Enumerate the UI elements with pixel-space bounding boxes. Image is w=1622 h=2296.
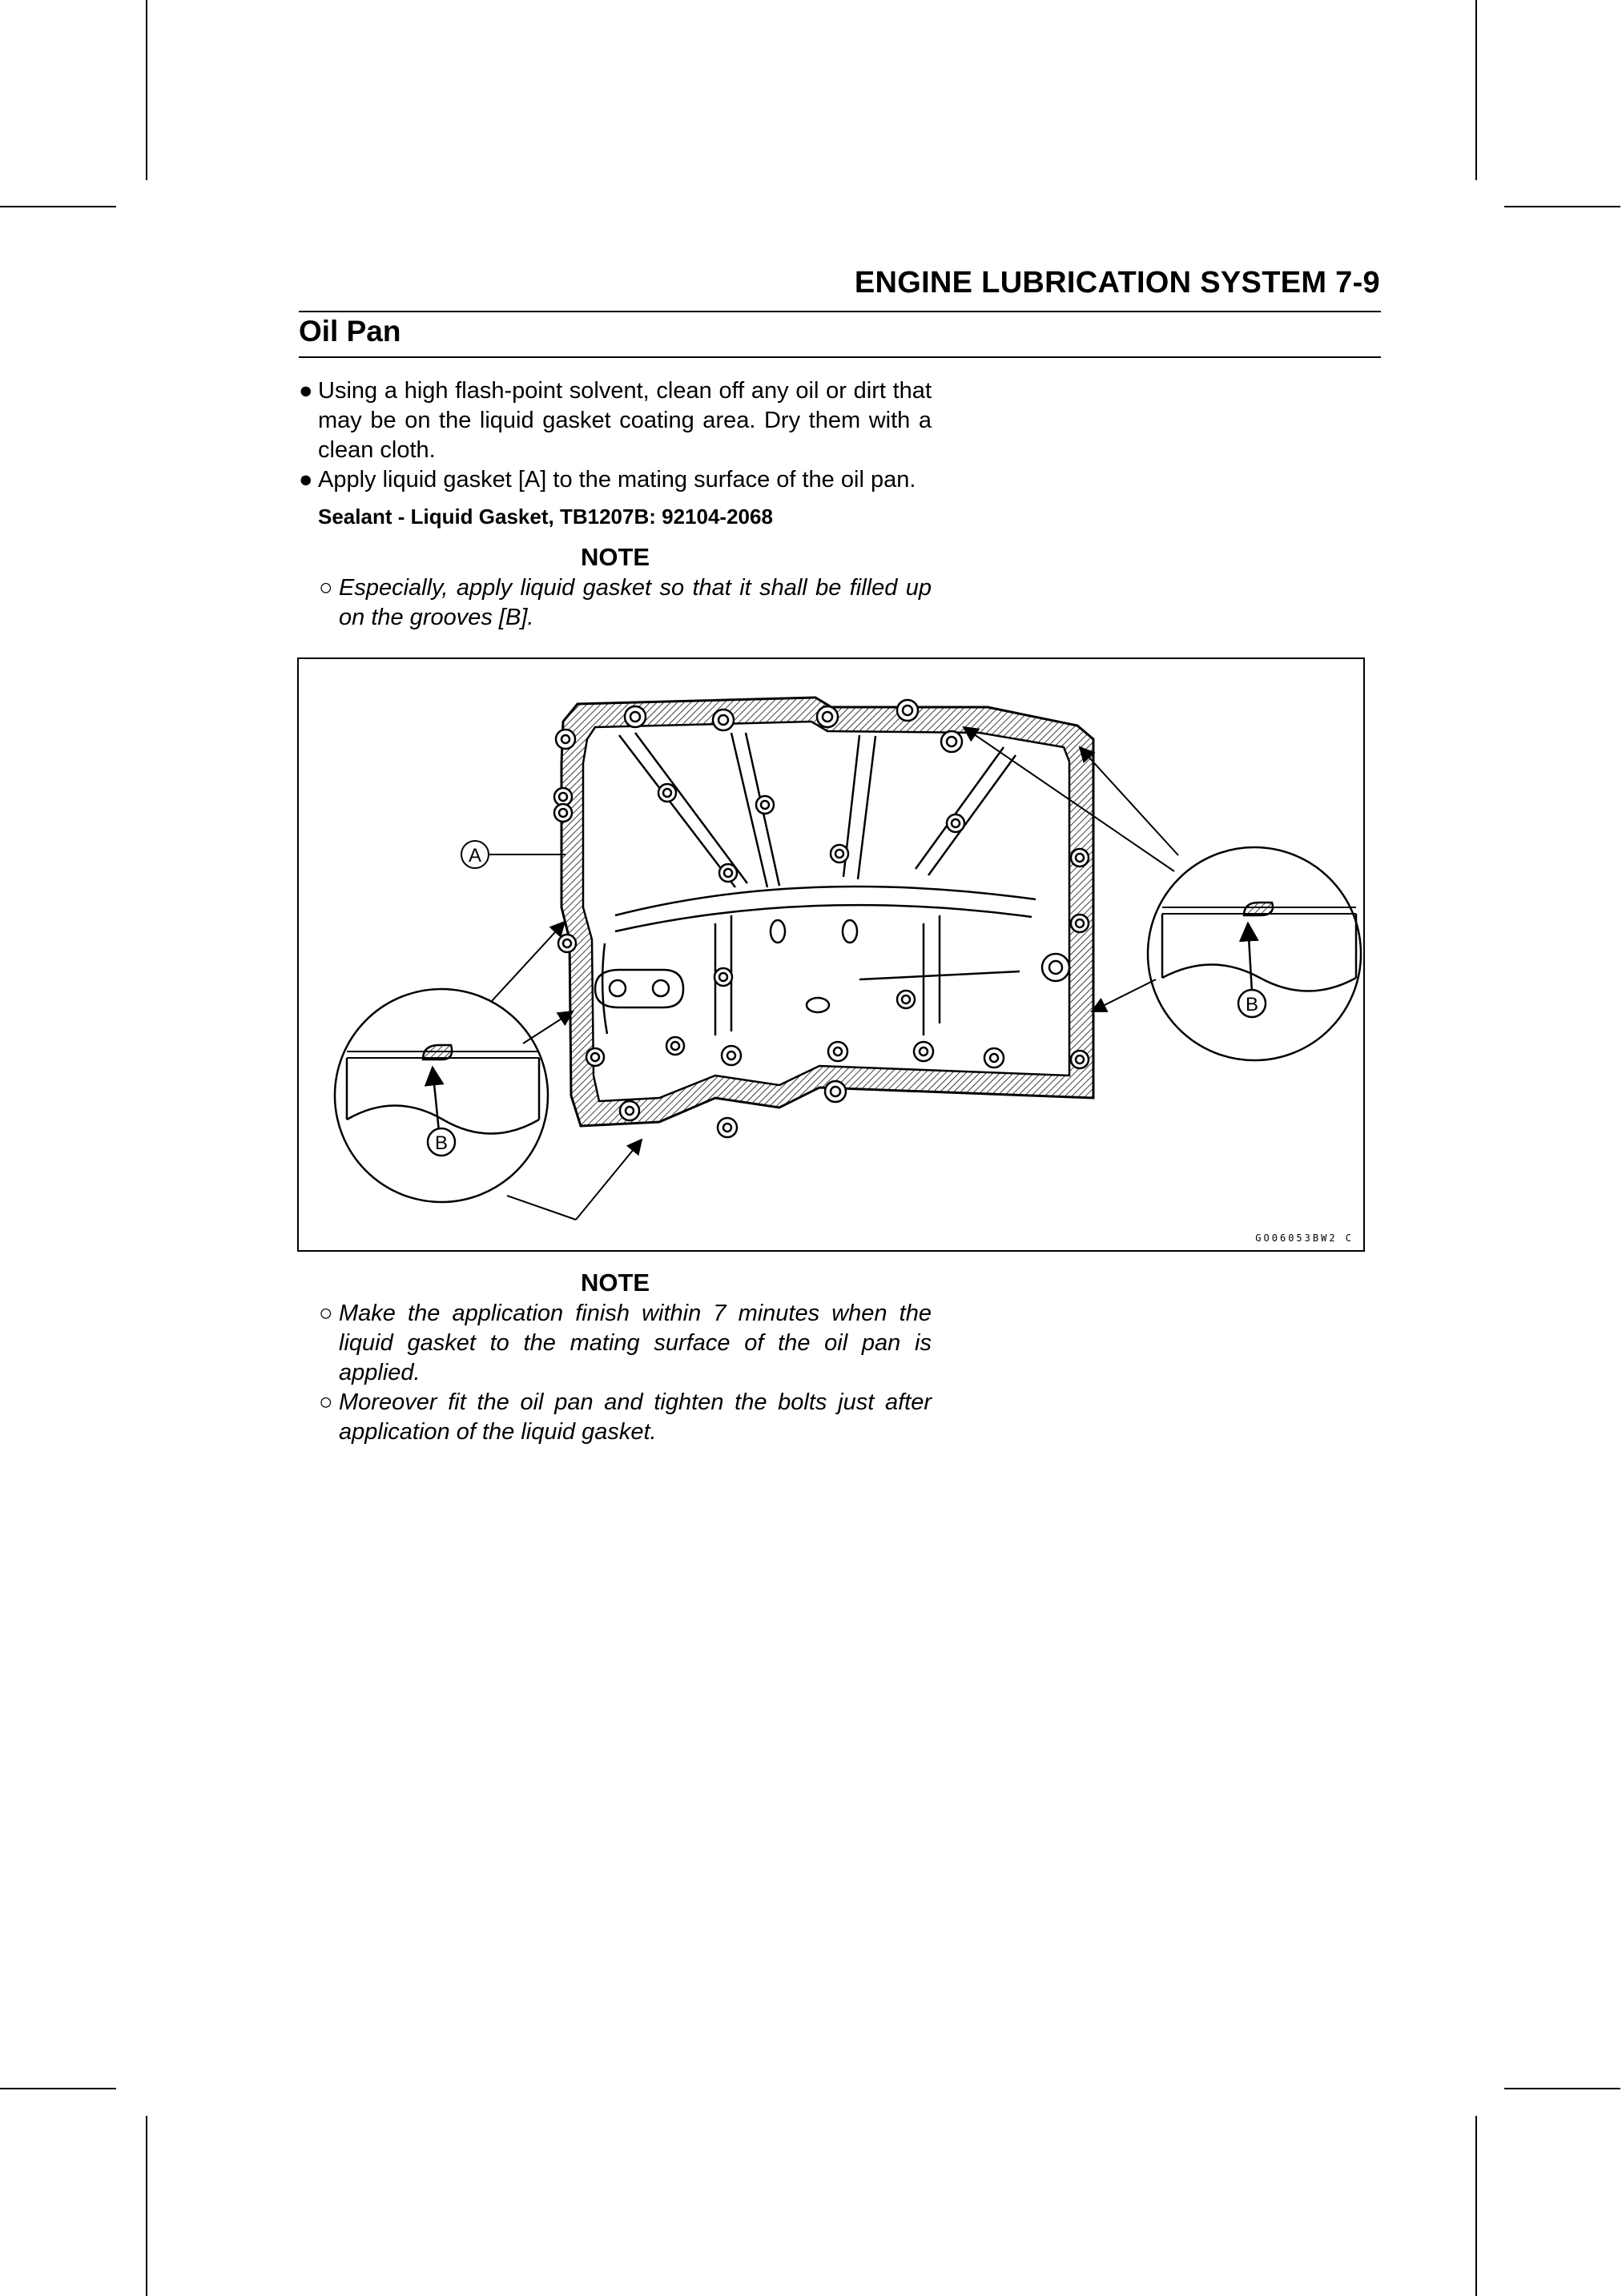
crop-mark	[0, 206, 116, 207]
crop-mark	[1475, 2116, 1477, 2296]
callout-b-right-label: B	[1245, 994, 1259, 1015]
crop-mark	[146, 0, 147, 180]
crop-mark	[1504, 2088, 1620, 2089]
callout-b-left-label: B	[434, 1132, 449, 1154]
note-list	[299, 573, 932, 633]
step-item	[299, 465, 932, 495]
step-text: Using a high flash-point solvent, clean off any oil or dirt that may be on the liquid gasket coating area. Dry them with a clean cloth.	[318, 378, 932, 463]
circle-bullet-icon: ○	[319, 575, 333, 601]
crop-mark	[1475, 0, 1477, 180]
callout-a-label: A	[468, 845, 482, 867]
running-head: ENGINE LUBRICATION SYSTEM 7-9	[854, 266, 1380, 300]
figure-code: GO06053BW2 C	[1255, 1232, 1354, 1244]
circle-bullet-icon: ○	[319, 1301, 333, 1326]
note-item	[299, 1388, 932, 1447]
oil-pan-illustration	[299, 659, 1363, 1250]
note-title: NOTE	[580, 543, 650, 571]
header-rule	[299, 311, 1381, 312]
section-title: Oil Pan	[299, 315, 401, 348]
note-item	[299, 573, 932, 633]
procedure-steps	[299, 376, 932, 532]
note-list	[299, 1299, 932, 1447]
pan-interior	[583, 722, 1069, 1101]
step-text: Apply liquid gasket [A] to the mating surface of the oil pan.	[318, 467, 916, 493]
note-text: Especially, apply liquid gasket so that it shall be filled up on the grooves [B].	[339, 575, 932, 630]
crop-mark	[146, 2116, 147, 2296]
section-rule	[299, 356, 1381, 358]
bullet-icon: ●	[299, 467, 313, 493]
figure-oil-pan	[297, 657, 1365, 1252]
note-text: Make the application finish within 7 minutes when the liquid gasket to the mating surface of the oil pan is applied.	[339, 1301, 932, 1385]
circle-bullet-icon: ○	[319, 1389, 333, 1415]
bullet-icon: ●	[299, 378, 313, 404]
note-item	[299, 1299, 932, 1388]
crop-mark	[0, 2088, 116, 2089]
crop-mark	[1504, 206, 1620, 207]
step-item	[299, 376, 932, 465]
detail-bubble-right	[1148, 847, 1361, 1060]
note-title: NOTE	[580, 1269, 650, 1297]
detail-bubble-left	[335, 989, 548, 1202]
sealant-spec: Sealant - Liquid Gasket, TB1207B: 92104-2068	[318, 505, 773, 529]
note-text: Moreover fit the oil pan and tighten the bolts just after application of the liquid gasket.	[339, 1389, 932, 1445]
